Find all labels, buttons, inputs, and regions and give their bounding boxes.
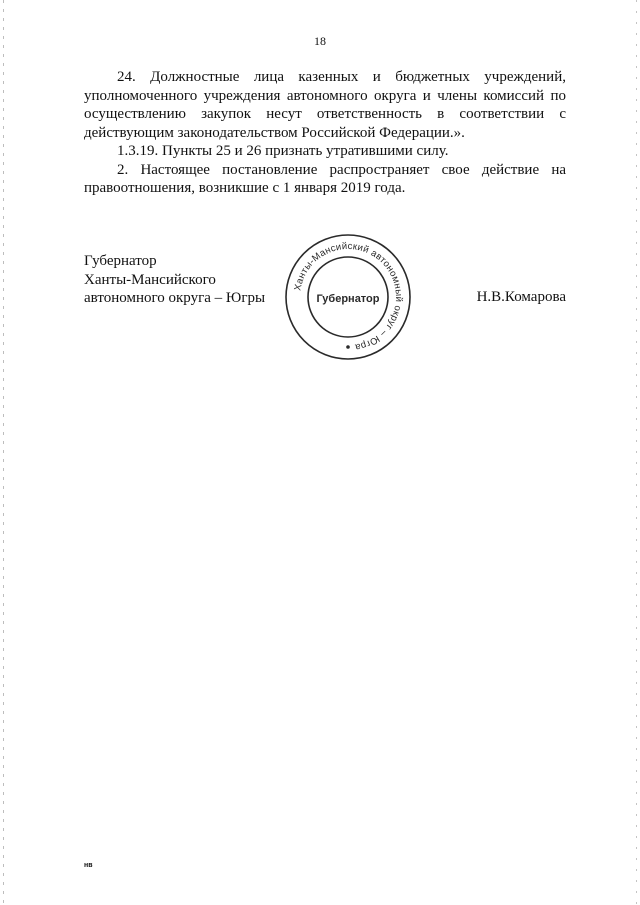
scan-edge-left: [3, 0, 4, 905]
position-line-3: автономного округа – Югры: [84, 290, 266, 306]
paragraph-item-2: 2. Настоящее постановление распространяет свое действие на правоотношения, возникшие с 1 января 2019 года.: [84, 161, 566, 196]
page-number: 18: [314, 34, 326, 48]
seal-dot-mark: [346, 345, 350, 349]
signatory-position: [84, 252, 284, 308]
scan-edge-right: [636, 0, 637, 905]
document-body: [84, 68, 566, 198]
seal-center-text: Губернатор: [316, 293, 380, 305]
paragraph-item-24: 24. Должностные лица казенных и бюджетных учреждений, уполномоченного учреждения автономного округа и члены комиссий по осуществлению закупок несут ответственность в соответствии с действующим законодательством Российской Федерации.».: [84, 69, 566, 141]
position-line-2: Ханты-Мансийского: [84, 271, 216, 288]
official-seal: [283, 232, 413, 362]
signer-name: Н.В.Комарова: [476, 289, 566, 305]
footer-code: нв: [84, 862, 93, 869]
seal-graphic: [283, 232, 413, 362]
seal-ring-text: Ханты-Мансийский автономный округ – Югра: [292, 240, 405, 353]
paragraph-item-1-3-19: 1.3.19. Пункты 25 и 26 признать утратившими силу.: [117, 143, 449, 159]
position-line-1: Губернатор: [84, 253, 157, 269]
